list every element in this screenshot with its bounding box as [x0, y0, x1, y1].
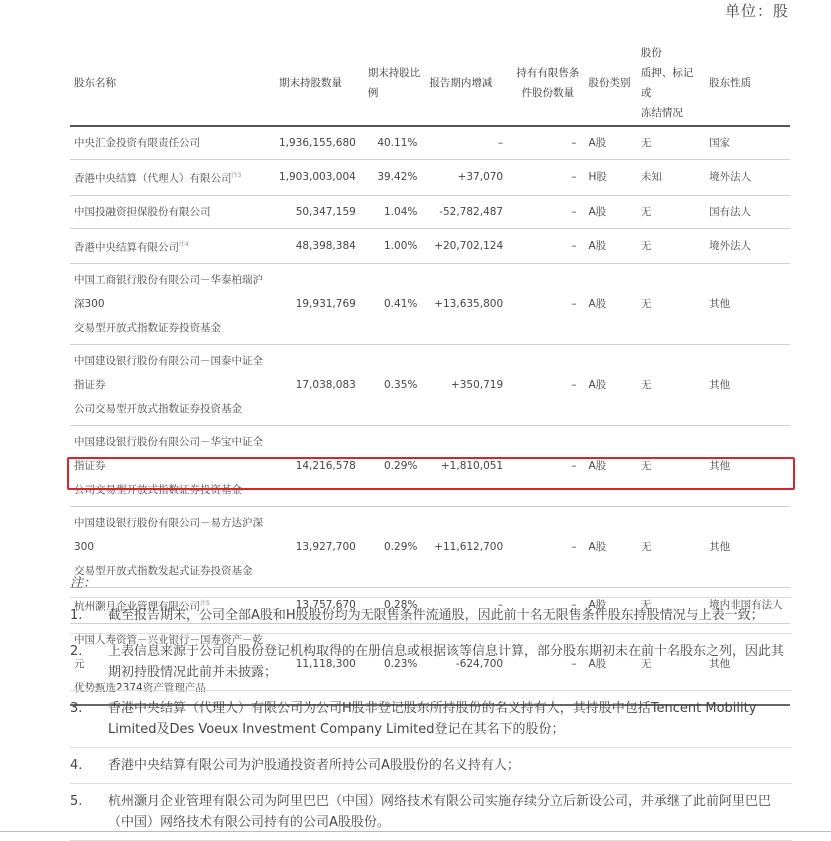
cell-pledge: 无 [637, 195, 705, 228]
note-text: 上表信息来源于公司自股份登记机构取得的在册信息或根据该等信息计算，部分股东期初未在前十名股东之列，因此其期初持股情况此前并未披露； [108, 644, 785, 680]
cell-name-line: 公司交易型开放式指数证券投资基金 [74, 403, 242, 415]
cell-restricted: – [511, 264, 584, 345]
cell-change: -52,782,487 [425, 195, 511, 228]
cell-category: A股 [585, 195, 637, 228]
note-text: 香港中央结算（代理人）有限公司为公司H股非登记股东所持股份的名义持有人，其持股中包括Tencent Mobility Limited及Des Voeux Investment Company Limited登记在其名下的股份； [108, 701, 757, 737]
cell-nature: 其他 [705, 345, 790, 426]
cell-nature: 境外法人 [705, 160, 790, 196]
note-item [70, 634, 792, 691]
cell-category: A股 [585, 588, 637, 624]
cell-change: +37,070 [425, 160, 511, 196]
note-item [70, 691, 792, 748]
cell-name-line: 香港中央结算有限公司$^{注4}$ [74, 240, 189, 253]
cell-ratio: 0.41% [364, 264, 426, 345]
cell-shares: 13,757,670 [275, 588, 364, 624]
cell-restricted: – [511, 426, 584, 507]
cell-name-line: 杭州灏月企业管理有限公司$^{注5}$ [74, 600, 210, 613]
notes-title: 注： [70, 576, 97, 591]
table-row [70, 160, 790, 196]
cell-restricted: – [511, 623, 584, 705]
note-number: 2. [70, 644, 83, 659]
footnote-marker: 注4 [179, 240, 189, 248]
cell-ratio: 0.23% [364, 623, 426, 705]
cell-category: A股 [585, 345, 637, 426]
header-pledge-line: 股份 [640, 46, 662, 59]
cell-name [70, 345, 275, 426]
table-row [70, 426, 790, 507]
header-ratio: 期末持股比例 [364, 40, 426, 126]
cell-restricted: – [511, 345, 584, 426]
cell-shares: 1,903,003,004 [275, 160, 364, 196]
cell-name-line: 交易型开放式指数证券投资基金 [74, 322, 221, 334]
cell-pledge: 无 [637, 126, 705, 160]
cell-name-line: 优势甄选2374资产管理产品 [74, 681, 206, 694]
cell-name [70, 160, 275, 196]
cell-category: A股 [585, 426, 637, 507]
cell-name [70, 195, 275, 228]
cell-ratio: 0.35% [364, 345, 426, 426]
note-number: 1. [70, 608, 83, 623]
footnote-marker: 注3 [231, 172, 242, 179]
table-row [70, 264, 790, 345]
cell-nature: 其他 [705, 426, 790, 507]
header-category: 股份类别 [585, 40, 637, 126]
cell-pledge: 无 [637, 588, 705, 624]
cell-ratio: 0.29% [364, 426, 426, 507]
header-pledge [637, 40, 705, 126]
header-restricted-line: 件股份数量 [521, 86, 575, 99]
unit-label: 单位：股 [724, 2, 789, 20]
note-text: 截至报告期末，公司全部A股和H股股份均为无限售条件流通股，因此前十名无限售条件股东持股情况与上表一致； [108, 608, 764, 623]
note-text: 杭州灏月企业管理有限公司为阿里巴巴（中国）网络技术有限公司实施存续分立后新设公司，并承继了此前阿里巴巴（中国）网络技术有限公司持有的公司A股股份。 [108, 794, 772, 830]
cell-ratio: 39.42% [364, 160, 426, 196]
cell-change: +350,719 [425, 345, 511, 426]
cell-ratio: 0.29% [364, 507, 426, 588]
cell-category: A股 [585, 264, 637, 345]
cell-restricted: – [511, 228, 584, 264]
cell-name-line: 香港中央结算（代理人）有限公司$^{注3}$ [74, 172, 242, 185]
cell-ratio: 40.11% [364, 126, 426, 160]
cell-category: A股 [585, 228, 637, 264]
cell-nature: 境外法人 [705, 228, 790, 264]
note-item [70, 784, 792, 841]
cell-ratio: 0.28% [364, 588, 426, 624]
cell-name [70, 264, 275, 345]
cell-nature: 国家 [705, 126, 790, 160]
cell-category: A股 [585, 126, 637, 160]
cell-category: A股 [585, 507, 637, 588]
cell-shares: 50,347,159 [275, 195, 364, 228]
cell-change: – [425, 588, 511, 624]
cell-category: H股 [585, 160, 637, 196]
note-number: 5. [70, 794, 83, 809]
cell-name-line: 中国人寿资管－兴业银行－国寿资产－乾元 [74, 633, 263, 670]
cell-nature: 其他 [705, 623, 790, 705]
cell-change: +11,612,700 [425, 507, 511, 588]
cell-name-line: 中国工商银行股份有限公司－华泰柏瑞沪深300 [74, 274, 263, 310]
cell-pledge: 无 [637, 507, 705, 588]
cell-nature: 国有法人 [705, 195, 790, 228]
cell-name-line: 中央汇金投资有限责任公司 [74, 137, 200, 149]
cell-pledge: 无 [637, 623, 705, 705]
cell-shares: 1,936,155,680 [275, 126, 364, 160]
header-shares: 期末持股数量 [275, 40, 364, 126]
note-number: 3. [70, 701, 83, 716]
cell-name [70, 426, 275, 507]
cell-name [70, 228, 275, 264]
header-name: 股东名称 [70, 40, 275, 126]
cell-nature: 境内非国有法人 [705, 588, 790, 624]
bottom-divider [0, 831, 831, 832]
cell-pledge: 无 [637, 345, 705, 426]
table-row [70, 345, 790, 426]
note-text: 香港中央结算有限公司为沪股通投资者所持公司A股股份的名义持有人； [108, 758, 520, 773]
cell-restricted: – [511, 195, 584, 228]
table-header-row [70, 40, 790, 126]
cell-ratio: 1.04% [364, 195, 426, 228]
notes-section [70, 572, 792, 841]
cell-pledge: 无 [637, 264, 705, 345]
cell-change: – [425, 126, 511, 160]
footnote-marker: 注5 [200, 600, 210, 607]
cell-pledge: 未知 [637, 160, 705, 196]
header-pledge-line: 质押、标记或 [640, 66, 694, 99]
header-restricted [511, 40, 584, 126]
table-row [70, 195, 790, 228]
cell-name-line: 公司交易型开放式指数证券投资基金 [74, 484, 242, 496]
cell-restricted: – [511, 588, 584, 624]
cell-name-line: 中国建设银行股份有限公司－国泰中证全指证券 [74, 355, 263, 391]
header-nature: 股东性质 [705, 40, 790, 126]
note-item [70, 748, 792, 784]
cell-name-line: 中国投融资担保股份有限公司 [74, 205, 211, 218]
cell-shares: 48,398,384 [275, 228, 364, 264]
cell-name-line: 交易型开放式指数发起式证券投资基金 [74, 565, 253, 577]
cell-shares: 14,216,578 [275, 426, 364, 507]
cell-shares: 13,927,700 [275, 507, 364, 588]
cell-nature: 其他 [705, 507, 790, 588]
note-number: 4. [70, 758, 83, 773]
header-restricted-line: 持有有限售条 [516, 66, 580, 79]
cell-ratio: 1.00% [364, 228, 426, 264]
cell-name-line: 中国建设银行股份有限公司－华宝中证全指证券 [74, 436, 263, 472]
table-row [70, 126, 790, 160]
cell-pledge: 无 [637, 228, 705, 264]
cell-shares: 19,931,769 [275, 264, 364, 345]
header-change: 报告期内增减 [425, 40, 511, 126]
cell-change: -624,700 [425, 623, 511, 705]
cell-pledge: 无 [637, 426, 705, 507]
cell-category: A股 [585, 623, 637, 705]
cell-shares: 11,118,300 [275, 623, 364, 705]
cell-name [70, 126, 275, 160]
notes-list [70, 597, 792, 841]
cell-shares: 17,038,083 [275, 345, 364, 426]
cell-nature: 其他 [705, 264, 790, 345]
cell-restricted: – [511, 507, 584, 588]
cell-name-line: 中国建设银行股份有限公司－易方达沪深300 [74, 517, 263, 553]
header-pledge-line: 冻结情况 [640, 106, 683, 119]
cell-change: +1,810,051 [425, 426, 511, 507]
table-row [70, 228, 790, 264]
cell-restricted: – [511, 160, 584, 196]
cell-change: +20,702,124 [425, 228, 511, 264]
cell-restricted: – [511, 126, 584, 160]
note-item [70, 597, 792, 634]
cell-change: +13,635,800 [425, 264, 511, 345]
